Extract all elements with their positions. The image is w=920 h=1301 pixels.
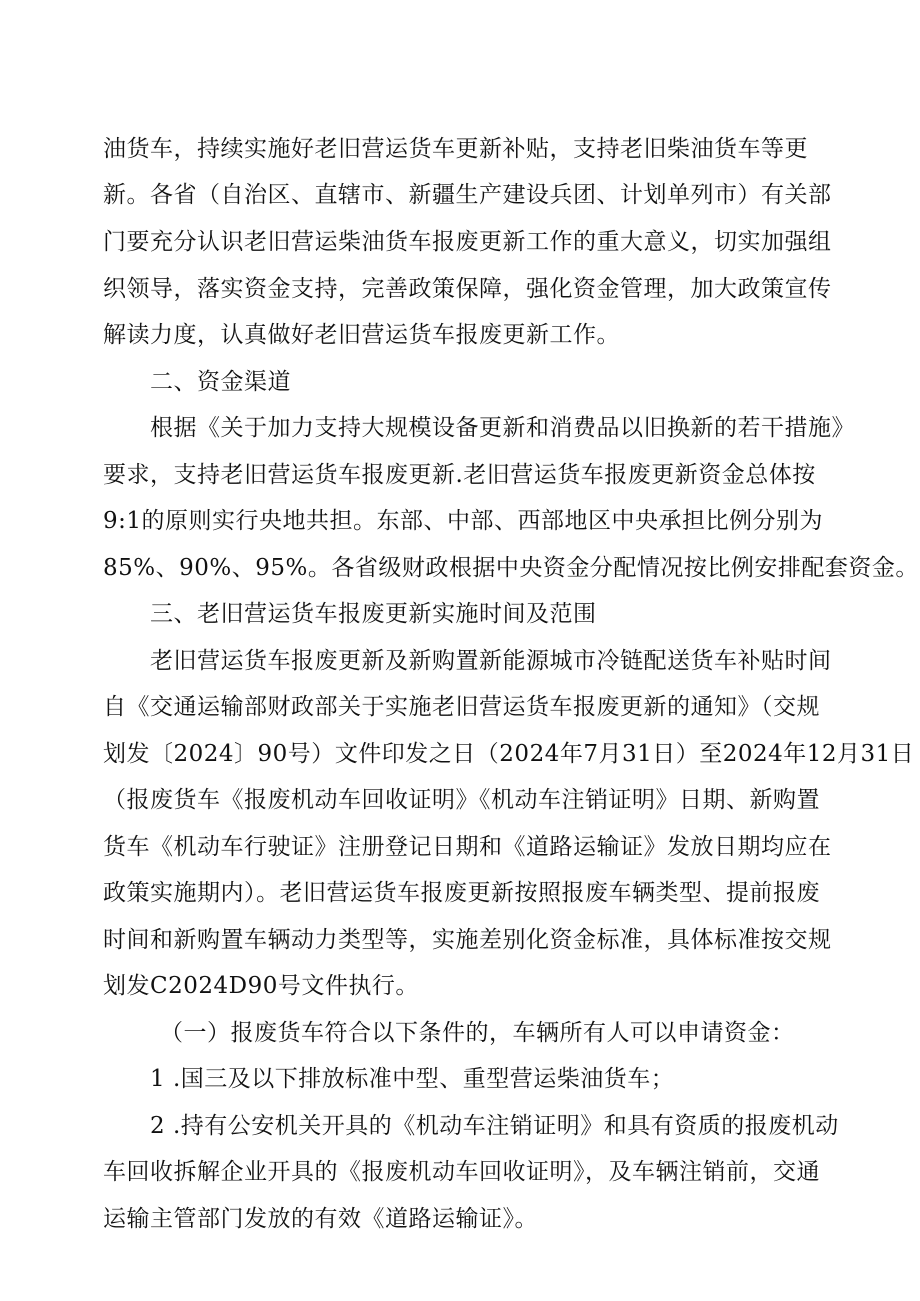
text-line: 车回收拆解企业开具的《报废机动车回收证明》，及车辆注销前，交通 <box>103 1159 820 1185</box>
list-item: 2 .持有公安机关开具的《机动车注销证明》和具有资质的报废机动 <box>150 1113 839 1139</box>
text-line: 运输主管部门发放的有效《道路运输证》。 <box>103 1206 538 1232</box>
text-line: 门要充分认识老旧营运柴油货车报废更新工作的重大意义，切实加强组 <box>103 229 832 255</box>
text-line: 划发〔2024〕90号）文件印发之日（2024年7月31日）至2024年12月31日 <box>103 741 915 767</box>
text-line: 解读力度，认真做好老旧营运货车报废更新工作。 <box>103 322 620 348</box>
section-heading-scope: 三、老旧营运货车报废更新实施时间及范围 <box>150 601 597 627</box>
text-line: 要求，支持老旧营运货车报废更新.老旧营运货车报废更新资金总体按 <box>103 462 816 488</box>
section-heading-funding: 二、资金渠道 <box>150 369 291 395</box>
text-line: （报废货车《报废机动车回收证明》《机动车注销证明》日期、新购置 <box>103 787 820 813</box>
text-line: 织领导，落实资金支持，完善政策保障，强化资金管理，加大政策宣传 <box>103 276 832 302</box>
text-line: 时间和新购置车辆动力类型等，实施差别化资金标准，具体标准按交规 <box>103 927 832 953</box>
subsection-heading: （一）报废货车符合以下条件的，车辆所有人可以申请资金： <box>160 1020 795 1046</box>
text-line: 货车《机动车行驶证》注册登记日期和《道路运输证》发放日期均应在 <box>103 834 832 860</box>
text-line: 9:1的原则实行央地共担。东部、中部、西部地区中央承担比例分别为 <box>103 508 824 534</box>
text-line: 新。各省（自治区、直辖市、新疆生产建设兵团、计划单列市）有关部 <box>103 182 832 208</box>
text-line: 老旧营运货车报废更新及新购置新能源城市冷链配送货车补贴时间 <box>150 648 832 674</box>
text-line: 根据《关于加力支持大规模设备更新和消费品以旧换新的若干措施》 <box>150 415 855 441</box>
text-line: 油货车，持续实施好老旧营运货车更新补贴，支持老旧柴油货车等更 <box>103 136 808 162</box>
text-line: 划发C2024D90号文件执行。 <box>103 973 419 999</box>
text-line: 政策实施期内）。老旧营运货车报废更新按照报废车辆类型、提前报废 <box>103 880 820 906</box>
text-line: 自《交通运输部财政部关于实施老旧营运货车报废更新的通知》（交规 <box>103 694 820 720</box>
text-line: 85%、90%、95%。各省级财政根据中央资金分配情况按比例安排配套资金。 <box>103 555 919 581</box>
list-item: 1 .国三及以下排放标准中型、重型营运柴油货车； <box>150 1066 675 1092</box>
